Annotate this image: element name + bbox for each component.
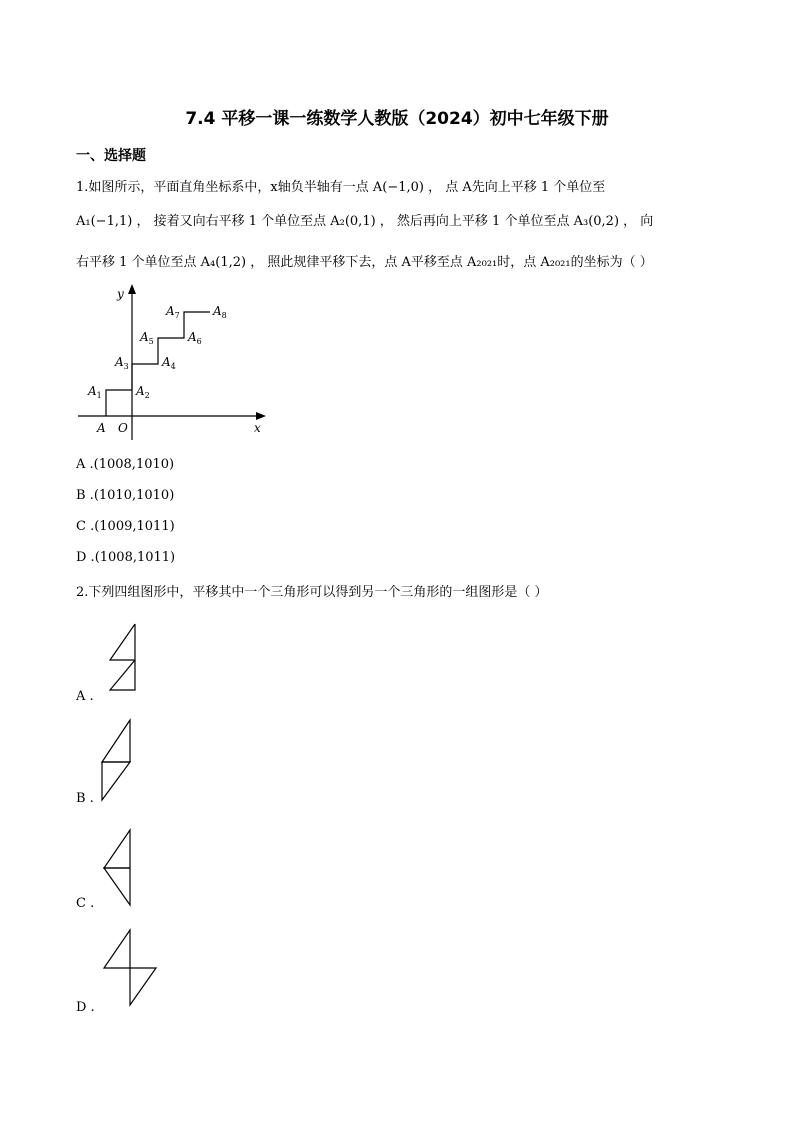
point-a4-label: $A_4$ [162,355,176,371]
point-a2-label: $A_2$ [136,384,150,400]
point-a6-label: $A_6$ [188,330,202,346]
question-1-line-2: A₁(−1,1) ， 接着又向右平移 1 个单位至点 A₂(0,1) ， 然后再向上平移 1 个单位至点 A₃(0,2) ， 向 [76,214,654,229]
figure-c-letter: C . [76,896,95,911]
point-a3-label: $A_3$ [115,355,129,371]
option-d: D .(1008,1011) [76,550,176,565]
y-axis-arrow [128,284,136,294]
option-a: A .(1008,1010) [76,457,175,472]
option-b: B .(1010,1010) [76,488,175,503]
section-heading: 一、选择题 [76,148,146,164]
page-title: 7.4 平移一课一练数学人教版（2024）初中七年级下册 [185,109,609,129]
question-2-text: 2.下列四组图形中，平移其中一个三角形可以得到另一个三角形的一组图形是（ ） [76,585,548,600]
question-1-line-1: 1.如图所示，平面直角坐标系中，x轴负半轴有一点 A(−1,0) ， 点 A先向上平移 1 个单位至 [76,180,606,195]
figure-a [110,624,135,690]
figure-c [104,830,130,905]
x-axis-arrow [256,412,266,420]
x-axis-label: x [254,421,261,435]
figure-d-letter: D . [76,1000,95,1015]
figure-b-letter: B . [76,791,94,806]
point-a8-label: $A_8$ [213,304,227,320]
figure-b [102,720,130,800]
point-a7-label: $A_7$ [166,304,180,320]
point-a-label: A [97,421,106,435]
question-1-line-3: 右平移 1 个单位至点 A₄(1,2) ， 照此规律平移下去，点 A平移至点 A₂₀₂₁时，点 A₂₀₂₁的坐标为（ ） [76,255,653,270]
figure-d [104,930,156,1005]
point-a5-label: $A_5$ [140,330,154,346]
point-a1-label: $A_1$ [88,384,102,400]
figure-a-letter: A . [76,689,94,704]
origin-label: O [118,421,128,435]
option-c: C .(1009,1011) [76,519,175,534]
y-axis-label: y [117,287,124,301]
